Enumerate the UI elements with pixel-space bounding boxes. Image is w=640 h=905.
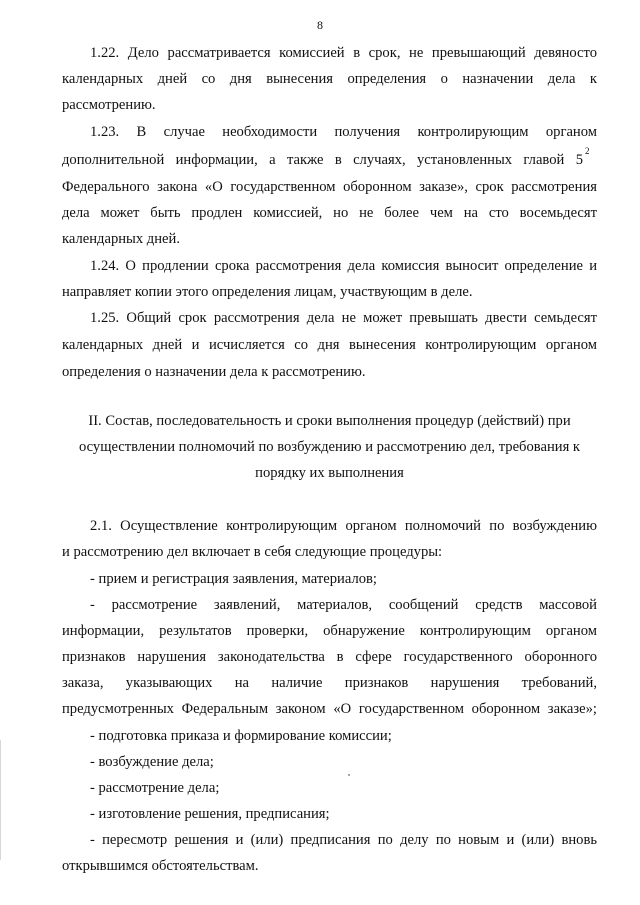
paragraph-line: дополнительной информации, а также в случаях, установленных главой 5 <box>62 152 583 168</box>
list-item: - возбуждение дела; <box>90 754 214 770</box>
list-item: - рассмотрение заявлений, материалов, сообщений средств массовой <box>90 597 597 613</box>
list-item: - рассмотрение дела; <box>90 780 220 796</box>
list-item: - пересмотр решения и (или) предписания по делу по новым и (или) вновь <box>90 832 597 848</box>
paragraph-line: Федерального закона «О государственном оборонном заказе», срок рассмотрения <box>62 179 597 195</box>
paragraph-line: открывшимся обстоятельствам. <box>62 858 259 874</box>
scan-speck <box>348 774 350 776</box>
paragraph-line: календарных дней и исчисляется со дня вынесения контролирующим органом <box>62 337 597 353</box>
paragraph-line: рассмотрению. <box>62 97 156 113</box>
paragraph-line: 1.23. В случае необходимости получения контролирующим органом <box>90 124 597 140</box>
list-item: - прием и регистрация заявления, материалов; <box>90 571 377 587</box>
paragraph-line: предусмотренных Федеральным законом «О государственном оборонном заказе»; <box>62 701 597 717</box>
list-item: - подготовка приказа и формирование комиссии; <box>90 728 392 744</box>
section-heading: осуществлении полномочий по возбуждению и рассмотрению дел, требования к <box>78 439 581 455</box>
paragraph-line: дела может быть продлен комиссией, но не более чем на сто восемьдесят <box>62 205 597 221</box>
list-item: - изготовление решения, предписания; <box>90 806 330 822</box>
paragraph-line: информации, результатов проверки, обнаружение контролирующим органом <box>62 623 597 639</box>
superscript: 2 <box>585 146 590 156</box>
paragraph-line: 2.1. Осуществление контролирующим органом полномочий по возбуждению <box>90 518 597 534</box>
section-heading: порядку их выполнения <box>255 465 404 481</box>
paragraph-line: календарных дней. <box>62 231 180 247</box>
paragraph-line: 1.22. Дело рассматривается комиссией в срок, не превышающий девяносто <box>90 45 597 61</box>
section-heading: II. Состав, последовательность и сроки выполнения процедур (действий) при <box>88 413 571 429</box>
paragraph-line: календарных дней со дня вынесения определения о назначении дела к <box>62 71 597 87</box>
paragraph-line: 1.24. О продлении срока рассмотрения дела комиссия выносит определение и <box>90 258 597 274</box>
paragraph-line: признаков нарушения законодательства в сфере государственного оборонного <box>62 649 597 665</box>
paragraph-line: 1.25. Общий срок рассмотрения дела не может превышать двести семьдесят <box>90 310 597 326</box>
paragraph-line: направляет копии этого определения лицам, участвующим в деле. <box>62 284 473 300</box>
scan-edge-mark <box>0 740 1 860</box>
page-number: 8 <box>317 18 323 32</box>
paragraph-line: определения о назначении дела к рассмотрению. <box>62 364 366 380</box>
paragraph-line: и рассмотрению дел включает в себя следующие процедуры: <box>62 544 443 560</box>
paragraph-line: заказа, указывающих на наличие признаков нарушения требований, <box>62 675 597 691</box>
